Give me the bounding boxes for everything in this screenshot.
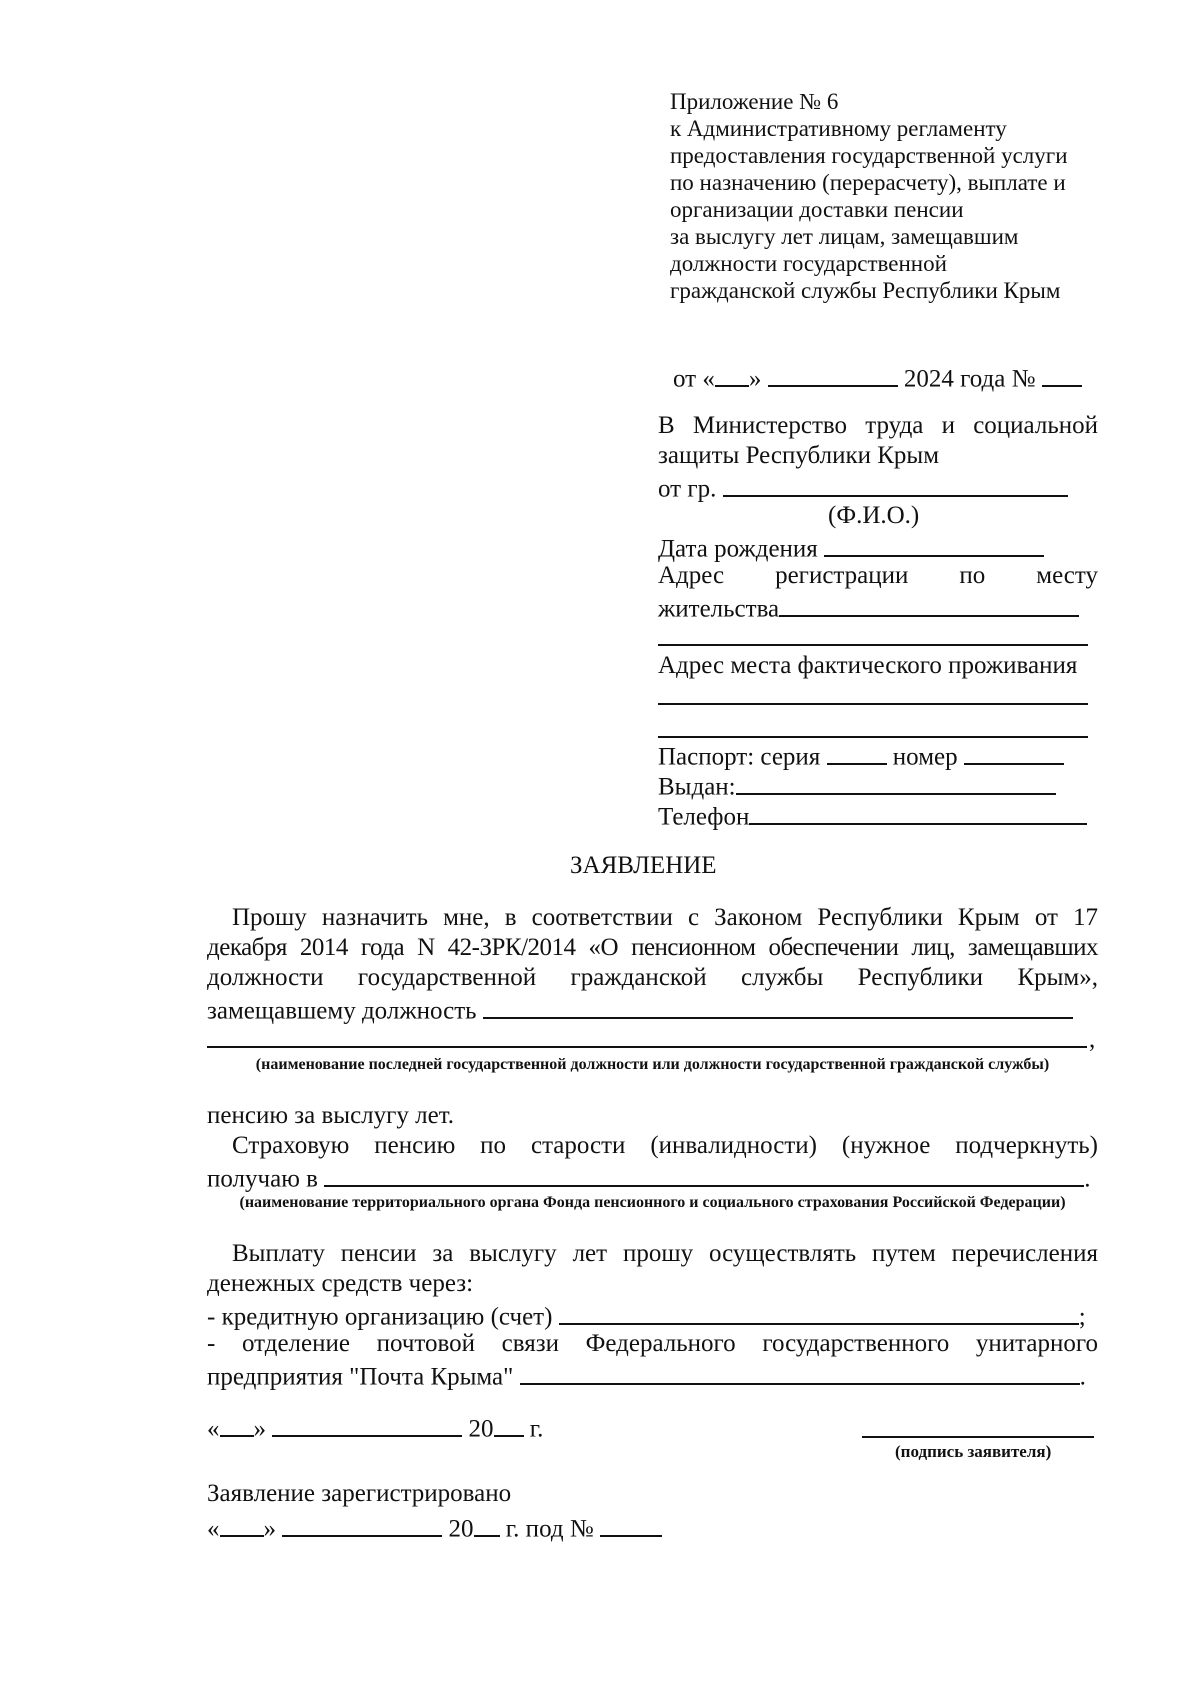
- pension-line: пенсию за выслугу лет.: [207, 1102, 455, 1129]
- app-year-prefix: 20: [468, 1415, 494, 1443]
- appendix-line-5: организации доставки пенсии: [670, 197, 964, 222]
- passport-number-label: номер: [892, 743, 958, 771]
- phone-label: Телефон: [658, 803, 750, 831]
- position-comma: ,: [1089, 1026, 1096, 1053]
- from-citizen-row: [658, 472, 1068, 504]
- from-citizen-label: от гр.: [658, 475, 717, 503]
- app-open-quote: «: [207, 1415, 220, 1443]
- phone-row: [658, 800, 1087, 832]
- position-row: [207, 994, 1073, 1026]
- appendix-header: [670, 88, 1068, 304]
- registration-date-row: [207, 1512, 662, 1544]
- app-close-quote: »: [253, 1415, 266, 1443]
- date-from-label: от «: [673, 365, 715, 393]
- app-month-field[interactable]: [272, 1412, 462, 1437]
- fund-label: получаю в: [207, 1165, 318, 1193]
- post-office-period: .: [1079, 1363, 1086, 1391]
- post-office-field[interactable]: [520, 1360, 1080, 1385]
- birth-date-field[interactable]: [824, 532, 1044, 557]
- document-number-field[interactable]: [1042, 362, 1082, 387]
- reg-close-quote: »: [263, 1515, 276, 1543]
- issued-label: Выдан:: [658, 773, 736, 801]
- date-close-quote: »: [748, 365, 762, 393]
- credit-org-label: - кредитную организацию (счет): [207, 1303, 553, 1331]
- residence-row: [658, 592, 1079, 624]
- appendix-line-1: Приложение № 6: [670, 89, 839, 114]
- reg-day-field[interactable]: [220, 1512, 264, 1537]
- registration-label: Заявление зарегистрировано: [207, 1480, 512, 1507]
- reg-year-field[interactable]: [474, 1512, 500, 1537]
- appendix-line-2: к Административному регламенту: [670, 116, 1007, 141]
- position-caption: (наименование последней государственной должности или должности государственной гражданской службы): [255, 1056, 1050, 1073]
- position-field-2[interactable]: [207, 1046, 1087, 1048]
- body-p2-line-1: Страховую пенсию по старости (инвалидности) (нужное подчеркнуть): [232, 1132, 1098, 1159]
- issued-by-field[interactable]: [736, 770, 1056, 795]
- body-p3-line-2: денежных средств через:: [207, 1270, 474, 1297]
- fund-period: .: [1084, 1165, 1091, 1193]
- birth-date-row: [658, 532, 1044, 564]
- reg-month-field[interactable]: [282, 1512, 442, 1537]
- fund-field[interactable]: [324, 1162, 1084, 1187]
- body-p1-line-3: должности государственной гражданской службы Республики Крым»,: [207, 964, 1098, 991]
- position-field[interactable]: [483, 994, 1073, 1019]
- addressee-line-1: В Министерство труда и социальной: [658, 412, 1098, 439]
- appendix-line-6: за выслугу лет лицам, замещавшим: [670, 224, 1019, 249]
- reg-open-quote: «: [207, 1515, 220, 1543]
- actual-address-field-2[interactable]: [658, 736, 1088, 738]
- application-date-row: [207, 1412, 543, 1444]
- issued-row: [658, 770, 1056, 802]
- passport-series-label: Паспорт: серия: [658, 743, 821, 771]
- post-office-line-1: - отделение почтовой связи Федерального государственного унитарного: [207, 1330, 1098, 1357]
- app-year-field[interactable]: [494, 1412, 524, 1437]
- post-office-label: предприятия "Почта Крыма": [207, 1363, 514, 1391]
- fio-caption: (Ф.И.О.): [828, 502, 920, 529]
- passport-row: [658, 740, 1064, 772]
- body-p3-line-1: Выплату пенсии за выслугу лет прошу осуществлять путем перечисления: [232, 1240, 1098, 1267]
- passport-number-field[interactable]: [964, 740, 1064, 765]
- actual-address-label: Адрес места фактического проживания: [658, 652, 1078, 679]
- reg-number-field[interactable]: [600, 1512, 662, 1537]
- passport-series-field[interactable]: [827, 740, 887, 765]
- actual-address-field-1[interactable]: [658, 703, 1088, 705]
- position-label: замещавшему должность: [207, 997, 477, 1025]
- registration-address-label: Адрес регистрации по месту: [658, 562, 1098, 589]
- addressee-line-2: защиты Республики Крым: [658, 442, 940, 469]
- reg-year-prefix: 20: [448, 1515, 474, 1543]
- credit-org-row: [207, 1300, 1086, 1332]
- app-day-field[interactable]: [220, 1412, 254, 1437]
- fund-caption: (наименование территориального органа Фонда пенсионного и социального страхования Российской Федерации): [239, 1194, 1066, 1211]
- body-p1-line-1: Прошу назначить мне, в соответствии с Законом Республики Крым от 17: [232, 904, 1098, 931]
- credit-org-field[interactable]: [559, 1300, 1079, 1325]
- date-year-label: 2024 года №: [903, 365, 1036, 393]
- registration-address-field-2[interactable]: [658, 644, 1088, 646]
- document-title: ЗАЯВЛЕНИЕ: [570, 852, 717, 879]
- residence-label: жительства: [658, 595, 780, 623]
- body-p1-line-2: декабря 2014 года N 42-ЗРК/2014 «О пенсионном обеспечении лиц, замещавших: [207, 934, 1098, 961]
- signature-field[interactable]: [862, 1436, 1094, 1438]
- appendix-line-3: предоставления государственной услуги: [670, 143, 1068, 168]
- signature-caption: (подпись заявителя): [895, 1442, 1052, 1461]
- credit-org-semicolon: ;: [1078, 1303, 1086, 1331]
- date-row: [673, 362, 1082, 394]
- appendix-line-7: должности государственной: [670, 251, 947, 276]
- reg-suffix: г. под №: [505, 1515, 594, 1543]
- day-field[interactable]: [715, 362, 749, 387]
- month-field[interactable]: [768, 362, 898, 387]
- fio-field[interactable]: [723, 472, 1068, 497]
- registration-address-field[interactable]: [779, 592, 1079, 617]
- post-office-row: [207, 1360, 1086, 1392]
- appendix-line-8: гражданской службы Республики Крым: [670, 278, 1061, 303]
- app-year-suffix: г.: [529, 1415, 544, 1443]
- fund-row: [207, 1162, 1090, 1194]
- phone-field[interactable]: [749, 800, 1087, 825]
- appendix-line-4: по назначению (перерасчету), выплате и: [670, 170, 1066, 195]
- birth-date-label: Дата рождения: [658, 535, 818, 563]
